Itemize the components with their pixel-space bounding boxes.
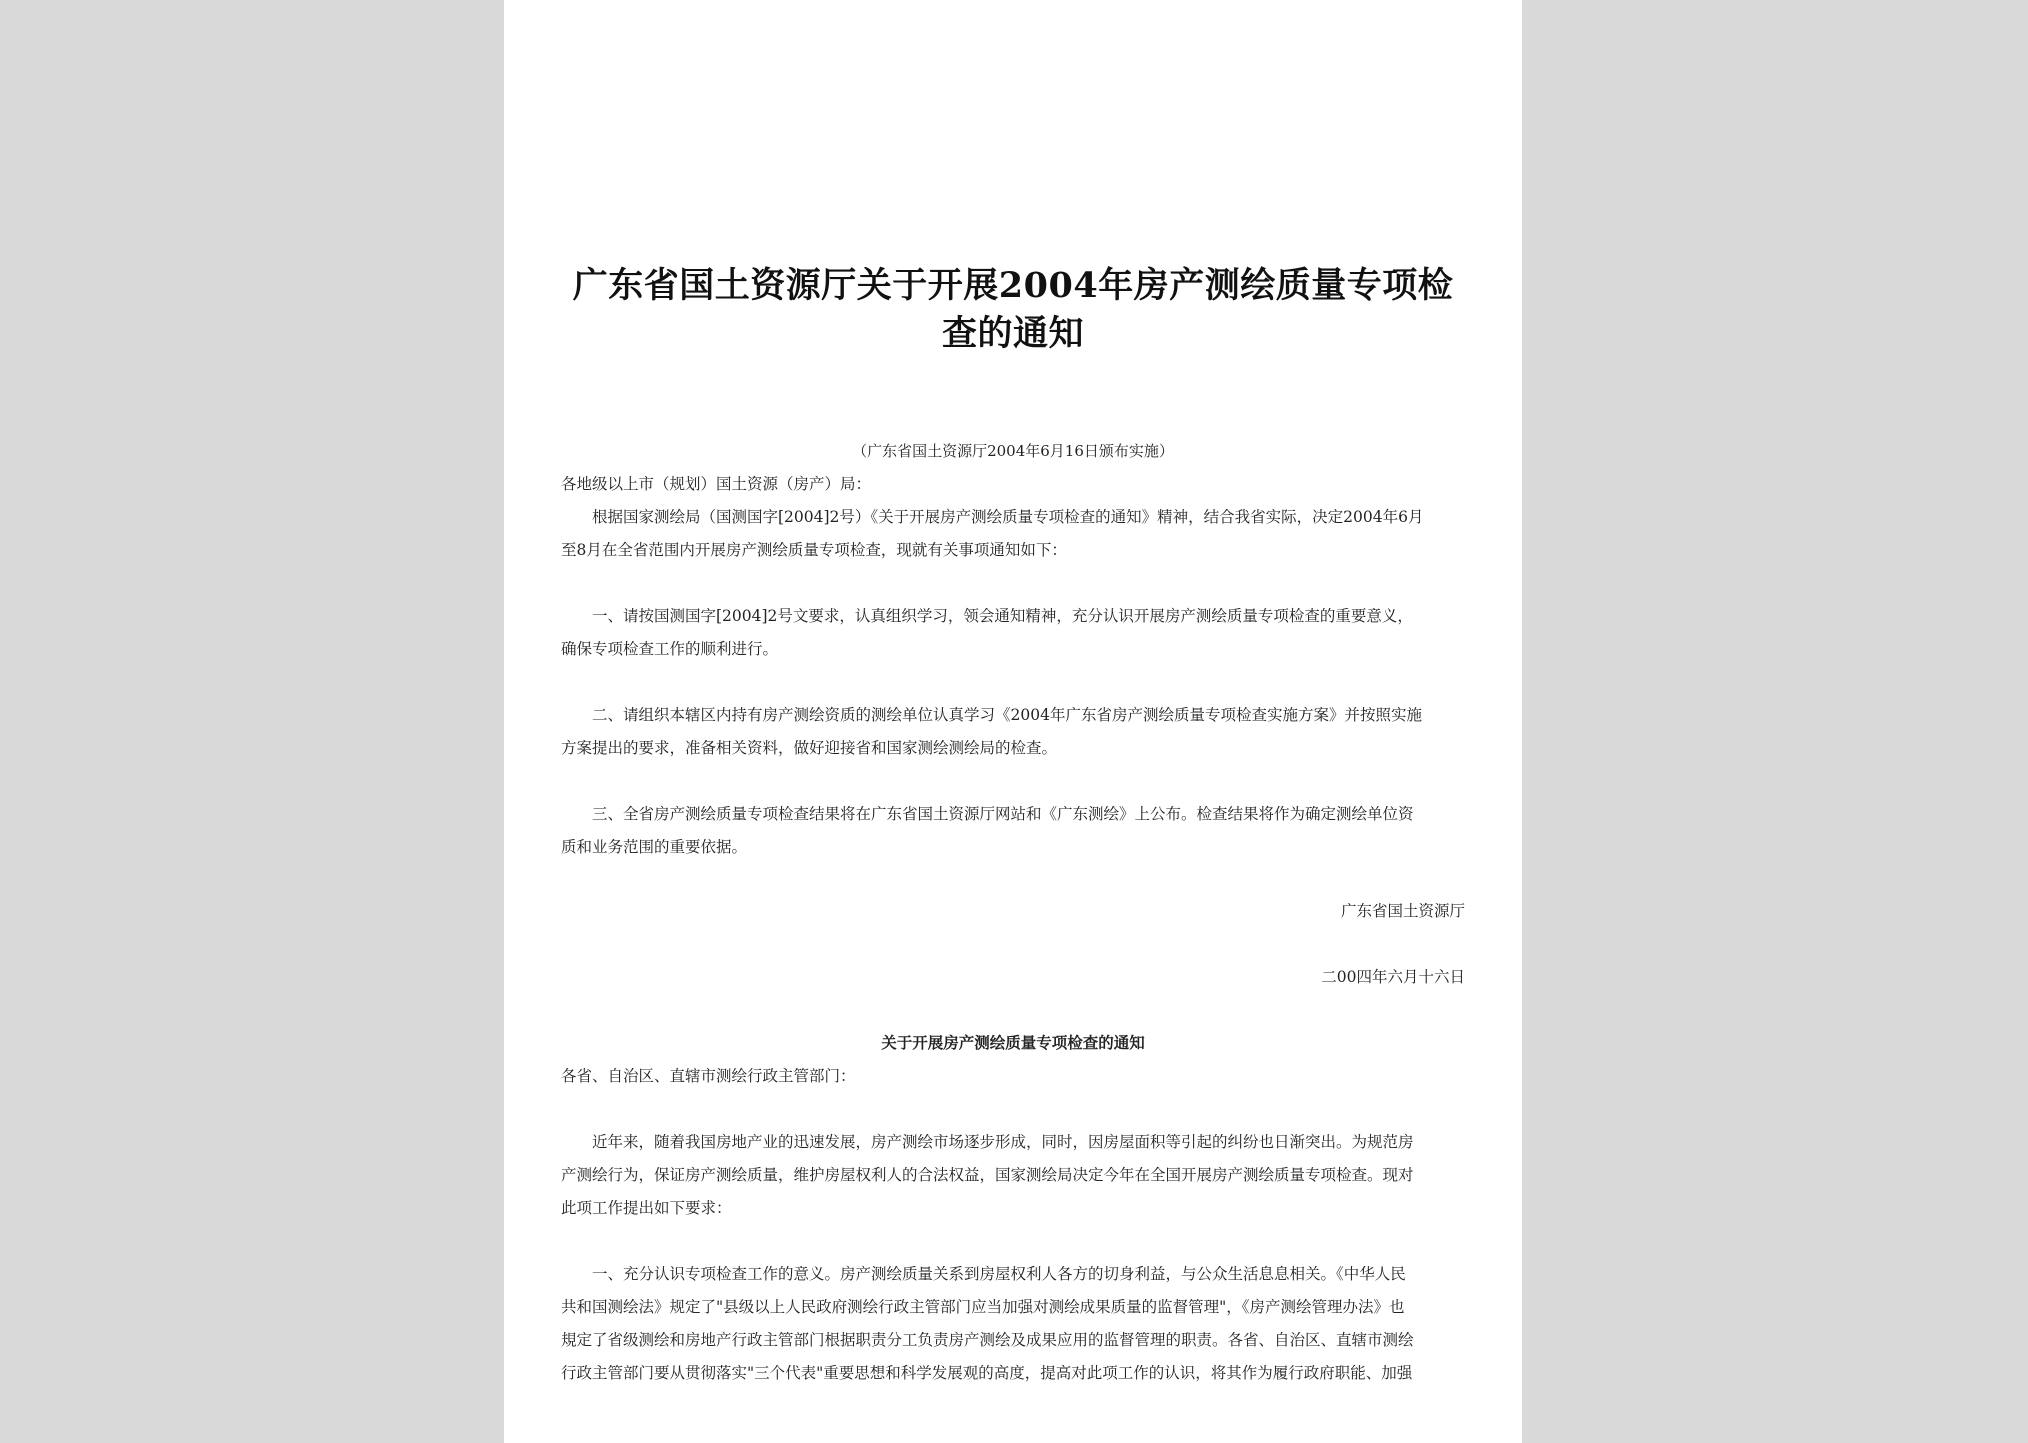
- paragraph-1-line-1: 近年来，随着我国房地产业的迅速发展，房产测绘市场逐步形成，同时，因房屋面积等引起的纠纷也日渐突出。为规范房: [592, 1133, 1414, 1151]
- item-2-line-1: 二、请组织本辖区内持有房产测绘资质的测绘单位认真学习《2004年广东省房产测绘质量专项检查实施方案》并按照实施: [592, 706, 1422, 724]
- item-3-line-2: 质和业务范围的重要依据。: [561, 838, 748, 856]
- issue-date-note: （广东省国土资源厅2004年6月16日颁布实施）: [852, 442, 1174, 460]
- signature-date: 二00四年六月十六日: [1321, 968, 1465, 986]
- intro-line-1: 根据国家测绘局（国测国字[2004]2号）《关于开展房产测绘质量专项检查的通知》精神，结合我省实际，决定2004年6月: [592, 508, 1424, 526]
- paragraph-2-line-4: 行政主管部门要从贯彻落实"三个代表"重要思想和科学发展观的高度，提高对此项工作的认识，将其作为履行政府职能、加强: [561, 1364, 1413, 1382]
- document-title: [561, 262, 1465, 358]
- item-3-line-1: 三、全省房产测绘质量专项检查结果将在广东省国土资源厅网站和《广东测绘》上公布。检查结果将作为确定测绘单位资: [592, 805, 1414, 823]
- title-line-2: 查的通知: [941, 313, 1084, 354]
- title-line-1: 广东省国土资源厅关于开展2004年房产测绘质量专项检: [572, 265, 1454, 306]
- item-1-line-2: 确保专项检查工作的顺利进行。: [561, 640, 779, 658]
- paragraph-2-line-2: 共和国测绘法》规定了"县级以上人民政府测绘行政主管部门应当加强对测绘成果质量的监督管理"，《房产测绘管理办法》也: [561, 1298, 1405, 1316]
- sub-notice-title: 关于开展房产测绘质量专项检查的通知: [881, 1033, 1145, 1052]
- document-page: [504, 0, 1522, 1443]
- signature: 广东省国土资源厅: [1340, 902, 1465, 920]
- paragraph-1-line-2: 产测绘行为，保证房产测绘质量，维护房屋权利人的合法权益，国家测绘局决定今年在全国开展房产测绘质量专项检查。现对: [561, 1166, 1414, 1184]
- sub-salutation: 各省、自治区、直辖市测绘行政主管部门：: [561, 1067, 856, 1085]
- salutation: 各地级以上市（规划）国土资源（房产）局：: [561, 475, 872, 493]
- paragraph-2-line-3: 規定了省级测绘和房地产行政主管部门根据职责分工负责房产测绘及成果应用的监督管理的职责。各省、自治区、直辖市测绘: [561, 1331, 1414, 1349]
- intro-line-2: 至8月在全省范围内开展房产测绘质量专项检查，现就有关事项通知如下：: [561, 541, 1067, 559]
- item-1-line-1: 一、请按国测国字[2004]2号文要求，认真组织学习，领会通知精神，充分认识开展房产测绘质量专项检查的重要意义，: [592, 607, 1413, 625]
- paragraph-2-line-1: 一、充分认识专项检查工作的意义。房产测绘质量关系到房屋权利人各方的切身利益，与公众生活息息相关。《中华人民: [592, 1265, 1406, 1283]
- paragraph-1-line-3: 此项工作提出如下要求：: [561, 1199, 732, 1217]
- item-2-line-2: 方案提出的要求，准备相关资料，做好迎接省和国家测绘测绘局的检查。: [561, 739, 1058, 757]
